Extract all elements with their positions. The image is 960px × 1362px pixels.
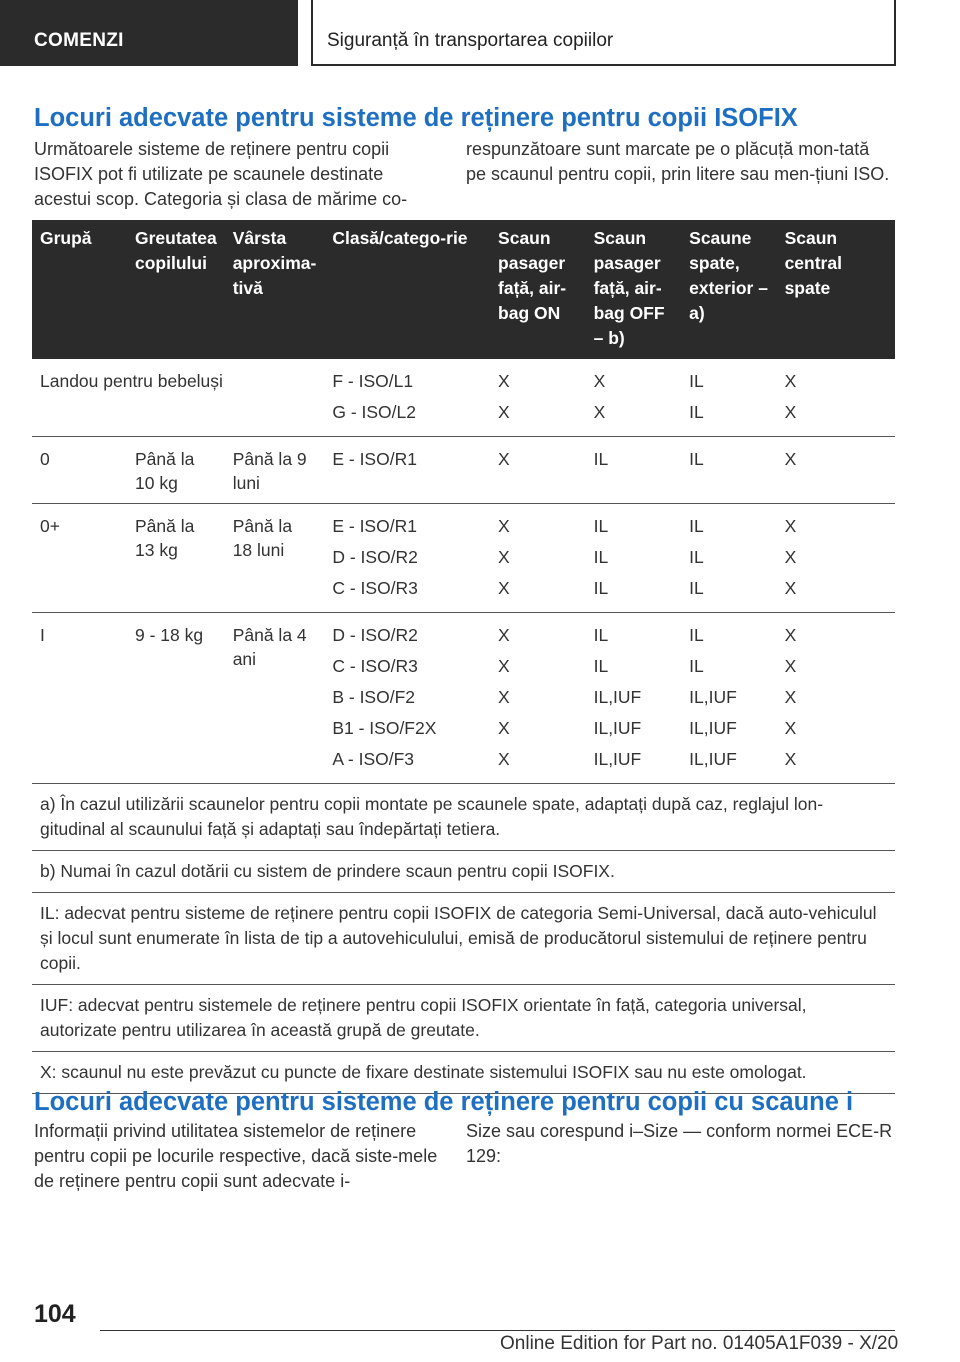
front-on-cell-value: X: [498, 371, 510, 391]
classes-cell-value: C - ISO/R3: [332, 656, 418, 676]
front-on-cell-value: X: [498, 718, 510, 738]
header-cell: Greutatea copilului: [127, 220, 225, 359]
rear-outer-cell: [681, 359, 776, 437]
rear-outer-cell-value: IL,IUF: [689, 718, 737, 738]
front-off-cell-value: IL: [593, 625, 609, 645]
front-off-cell-value: IL: [593, 516, 609, 536]
table-row: [32, 613, 895, 784]
rear-outer-cell-value: IL: [689, 547, 704, 567]
header-cell: Scaune spate, exterior – a): [681, 220, 776, 359]
note-cell: IL: adecvat pentru sisteme de reținere pentru copii ISOFIX de categoria Semi-Universal, dacă auto-vehiculul și locul sunt enumerate în lista de tip a autovehiculului, emisă de producătorul sistemului de reținere pentru copii.: [32, 893, 895, 985]
table-row: [32, 504, 895, 613]
rear-outer-cell: [681, 504, 776, 613]
classes-cell: [324, 613, 490, 784]
section-title-isofix: Locuri adecvate pentru sisteme de reținere pentru copii ISOFIX: [34, 104, 798, 132]
rear-outer-cell: [681, 613, 776, 784]
front-off-cell: [586, 359, 682, 437]
front-on-cell-value: X: [498, 749, 510, 769]
note-row: [32, 985, 895, 1052]
front-off-cell: [586, 504, 682, 613]
classes-cell-value: G - ISO/L2: [332, 402, 416, 422]
front-on-cell-value: X: [498, 449, 510, 469]
age-cell: Până la 4 ani: [225, 613, 325, 784]
rear-center-cell-value: X: [784, 749, 797, 769]
rear-outer-cell-value: IL: [689, 516, 704, 536]
footer-divider: [100, 1330, 895, 1331]
front-on-cell-value: X: [498, 578, 510, 598]
rear-center-cell-value: X: [784, 547, 797, 567]
front-on-cell-value: X: [498, 687, 510, 707]
rear-center-cell-value: X: [784, 449, 797, 469]
table-row: [32, 359, 895, 437]
rear-center-cell-value: X: [784, 625, 797, 645]
front-on-cell-value: X: [498, 656, 510, 676]
classes-cell: [324, 504, 490, 613]
classes-cell-value: D - ISO/R2: [332, 625, 418, 645]
front-off-cell-value: IL,IUF: [593, 749, 642, 769]
rear-center-cell: [777, 359, 895, 437]
weight-cell: Până la 13 kg: [127, 504, 225, 613]
classes-cell-value: B - ISO/F2: [332, 687, 415, 707]
classes-cell-value: C - ISO/R3: [332, 578, 418, 598]
header-cell: Scaun pasager față, air-bag OFF – b): [586, 220, 682, 359]
rear-center-cell-value: X: [784, 578, 797, 598]
front-on-cell: [490, 437, 586, 504]
classes-cell-value: F - ISO/L1: [332, 371, 414, 391]
section-tab: [0, 0, 298, 66]
chapter-label: Siguranță în transportarea copiilor: [327, 30, 614, 51]
front-on-cell: [490, 504, 586, 613]
group-cell: 0+: [32, 504, 127, 613]
front-off-cell-value: IL: [593, 547, 609, 567]
intro-col-2: respunzătoare sunt marcate pe o plăcuță mon-tată pe scaunul pentru copii, prin litere sau men-țiuni ISO.: [466, 139, 890, 184]
rear-outer-cell-value: IL: [689, 578, 704, 598]
chapter-tab: [311, 0, 896, 66]
note-cell: IUF: adecvat pentru sistemele de reținere pentru copii ISOFIX orientate în față, categoria universal, autorizate pentru utilizarea în această grupă de greutate.: [32, 985, 895, 1052]
header-cell: Scaun pasager față, air-bag ON: [490, 220, 586, 359]
front-off-cell-value: IL: [593, 449, 609, 469]
rear-center-cell: [777, 504, 895, 613]
note-row: [32, 851, 895, 893]
footer-text: Online Edition for Part no. 01405A1F039 - X/20: [500, 1333, 899, 1354]
weight-cell: Până la 10 kg: [127, 437, 225, 504]
rear-outer-cell: [681, 437, 776, 504]
rear-center-cell: [777, 437, 895, 504]
rear-outer-cell-value: IL: [689, 402, 704, 422]
rear-center-cell-value: X: [784, 402, 797, 422]
intro-col-2: Size sau corespund i–Size — conform normei ECE-R 129:: [466, 1121, 893, 1166]
rear-outer-cell-value: IL: [689, 625, 704, 645]
front-off-cell-value: IL: [593, 578, 609, 598]
front-on-cell-value: X: [498, 547, 510, 567]
classes-cell-value: A - ISO/F3: [332, 749, 415, 769]
rear-center-cell-value: X: [784, 687, 797, 707]
front-off-cell-value: X: [593, 371, 606, 391]
front-off-cell-value: IL: [593, 656, 609, 676]
section-title-isize: Locuri adecvate pentru sisteme de reținere pentru copii cu scaune i: [34, 1088, 854, 1116]
classes-cell-value: E - ISO/R1: [332, 516, 417, 536]
table-row: [32, 437, 895, 504]
header-cell: Grupă: [32, 220, 127, 359]
front-on-cell-value: X: [498, 516, 510, 536]
front-off-cell-value: X: [593, 402, 606, 422]
group-cell: I: [32, 613, 127, 784]
intro-col-1: Următoarele sisteme de reținere pentru copii ISOFIX pot fi utilizate pe scaunele destinate acestui scop. Categoria și clasa de mărime co-: [34, 139, 408, 209]
front-on-cell: [490, 359, 586, 437]
rear-center-cell-value: X: [784, 656, 797, 676]
age-cell: Până la 9 luni: [225, 437, 325, 504]
rear-center-cell-value: X: [784, 718, 797, 738]
front-off-cell: [586, 437, 682, 504]
front-on-cell-value: X: [498, 625, 510, 645]
table-header-row: [32, 220, 895, 359]
header-cell: Scaun central spate: [777, 220, 895, 359]
rear-outer-cell-value: IL: [689, 449, 704, 469]
classes-cell-value: E - ISO/R1: [332, 449, 417, 469]
classes-cell: [324, 437, 490, 504]
page-header: [0, 0, 960, 66]
front-off-cell: [586, 613, 682, 784]
note-row: [32, 784, 895, 851]
group-cell: Landou pentru bebeluși: [32, 359, 324, 437]
front-off-cell-value: IL,IUF: [593, 687, 642, 707]
note-cell: b) Numai în cazul dotării cu sistem de prindere scaun pentru copii ISOFIX.: [32, 851, 895, 893]
front-on-cell-value: X: [498, 402, 510, 422]
header-cell: Vârsta aproxima-tivă: [225, 220, 325, 359]
rear-outer-cell-value: IL: [689, 656, 704, 676]
classes-cell-value: D - ISO/R2: [332, 547, 418, 567]
isofix-table: [32, 220, 895, 1094]
group-cell: 0: [32, 437, 127, 504]
rear-center-cell-value: X: [784, 516, 797, 536]
rear-outer-cell-value: IL,IUF: [689, 687, 737, 707]
weight-cell: 9 - 18 kg: [127, 613, 225, 784]
rear-center-cell: [777, 613, 895, 784]
rear-outer-cell-value: IL,IUF: [689, 749, 737, 769]
classes-cell: [324, 359, 490, 437]
page-number: 104: [34, 1300, 76, 1328]
note-cell: X: scaunul nu este prevăzut cu puncte de fixare destinate sistemului ISOFIX sau nu este omologat.: [32, 1052, 895, 1094]
header-cell: Clasă/catego-rie: [324, 220, 490, 359]
age-cell: Până la 18 luni: [225, 504, 325, 613]
front-off-cell-value: IL,IUF: [593, 718, 642, 738]
note-row: [32, 893, 895, 985]
note-cell: a) În cazul utilizării scaunelor pentru copii montate pe scaunele spate, adaptați după caz, reglajul lon-gitudinal al scaunului față și adaptați sau îndepărtați tetiera.: [32, 784, 895, 851]
rear-center-cell-value: X: [784, 371, 797, 391]
intro-col-1: Informații privind utilitatea sistemelor de reținere pentru copii pe locurile respective, dacă siste-mele de reținere pentru copii sunt adecvate i-: [34, 1121, 438, 1191]
section-label: COMENZI: [34, 30, 124, 51]
rear-outer-cell-value: IL: [689, 371, 704, 391]
classes-cell-value: B1 - ISO/F2X: [332, 718, 437, 738]
front-on-cell: [490, 613, 586, 784]
